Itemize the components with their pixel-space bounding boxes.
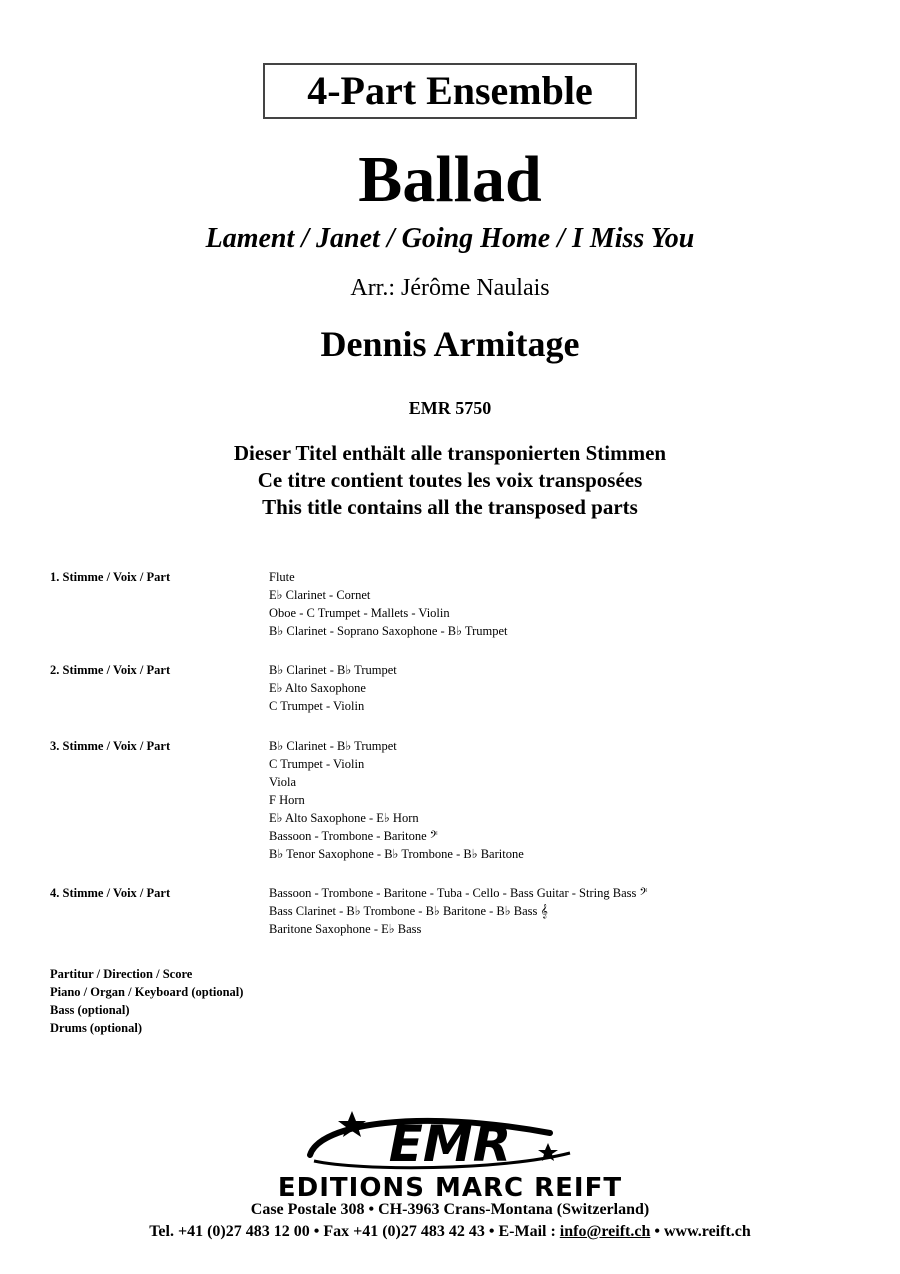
instrument-line: E♭ Alto Saxophone — [269, 681, 366, 695]
note-german: Dieser Titel enthält alle transponierten Stimmen — [233, 441, 667, 465]
instrument-list — [269, 568, 850, 640]
publisher-contact — [0, 1221, 900, 1243]
part-label: 4. Stimme / Voix / Part — [50, 886, 171, 900]
extra-score: Partitur / Direction / Score — [50, 967, 193, 981]
additional-parts — [50, 965, 243, 1037]
part-1 — [50, 568, 850, 640]
part-3 — [50, 737, 850, 863]
instrument-line: Baritone Saxophone - E♭ Bass — [269, 922, 422, 936]
emr-logo — [300, 1105, 590, 1175]
instrument-line: Oboe - C Trumpet - Mallets - Violin — [269, 606, 450, 620]
piece-subtitle: Lament / Janet / Going Home / I Miss You — [205, 223, 695, 254]
instrument-list — [269, 661, 850, 715]
part-label: 1. Stimme / Voix / Part — [50, 570, 171, 584]
instrument-line: Flute — [269, 570, 295, 584]
instrument-line: B♭ Clarinet - B♭ Trumpet — [269, 663, 397, 677]
series-label: 4-Part Ensemble — [263, 63, 637, 119]
instrument-line: Bassoon - Trombone - Baritone - Tuba - Cello - Bass Guitar - String Bass 𝄢 — [269, 886, 648, 900]
instrument-line: C Trumpet - Violin — [269, 757, 365, 771]
instrument-line: B♭ Clarinet - Soprano Saxophone - B♭ Trumpet — [269, 624, 508, 638]
instrument-line: Bassoon - Trombone - Baritone 𝄢 — [269, 829, 438, 843]
extra-bass: Bass (optional) — [50, 1003, 130, 1017]
instrument-line: F Horn — [269, 793, 305, 807]
parts-list — [50, 568, 850, 938]
extra-drums: Drums (optional) — [50, 1021, 143, 1035]
instrument-line: Bass Clarinet - B♭ Trombone - B♭ Baritone - B♭ Bass 𝄞 — [269, 904, 548, 918]
arranger: Arr.: Jérôme Naulais — [350, 275, 550, 301]
note-french: Ce titre contient toutes les voix transposées — [257, 468, 643, 492]
publisher-name: EDITIONS MARC REIFT — [277, 1173, 623, 1203]
instrument-line: B♭ Tenor Saxophone - B♭ Trombone - B♭ Baritone — [269, 847, 524, 861]
instrument-line: E♭ Clarinet - Cornet — [269, 588, 371, 602]
email-link[interactable]: info@reift.ch — [559, 1223, 651, 1240]
publisher-address: Case Postale 308 • CH-3963 Crans-Montana (Switzerland) — [250, 1201, 650, 1218]
part-2 — [50, 661, 850, 715]
logo-text: EMR — [388, 1115, 512, 1173]
instrument-list — [269, 737, 850, 863]
contact-phone-fax: Tel. +41 (0)27 483 12 00 • Fax +41 (0)27 483 42 43 • E-Mail : — [149, 1223, 560, 1240]
website: • www.reift.ch — [650, 1223, 751, 1240]
transposition-notes — [0, 440, 900, 521]
instrument-line: C Trumpet - Violin — [269, 699, 365, 713]
instrument-line: Viola — [269, 775, 297, 789]
note-english: This title contains all the transposed parts — [262, 495, 638, 519]
composer: Dennis Armitage — [320, 324, 580, 364]
instrument-line: E♭ Alto Saxophone - E♭ Horn — [269, 811, 419, 825]
part-label: 2. Stimme / Voix / Part — [50, 663, 171, 677]
part-4 — [50, 884, 850, 938]
piece-title: Ballad — [358, 143, 542, 216]
instrument-line: B♭ Clarinet - B♭ Trumpet — [269, 739, 397, 753]
part-label: 3. Stimme / Voix / Part — [50, 739, 171, 753]
catalog-number: EMR 5750 — [408, 398, 492, 418]
extra-keyboard: Piano / Organ / Keyboard (optional) — [50, 985, 244, 999]
instrument-list — [269, 884, 850, 938]
